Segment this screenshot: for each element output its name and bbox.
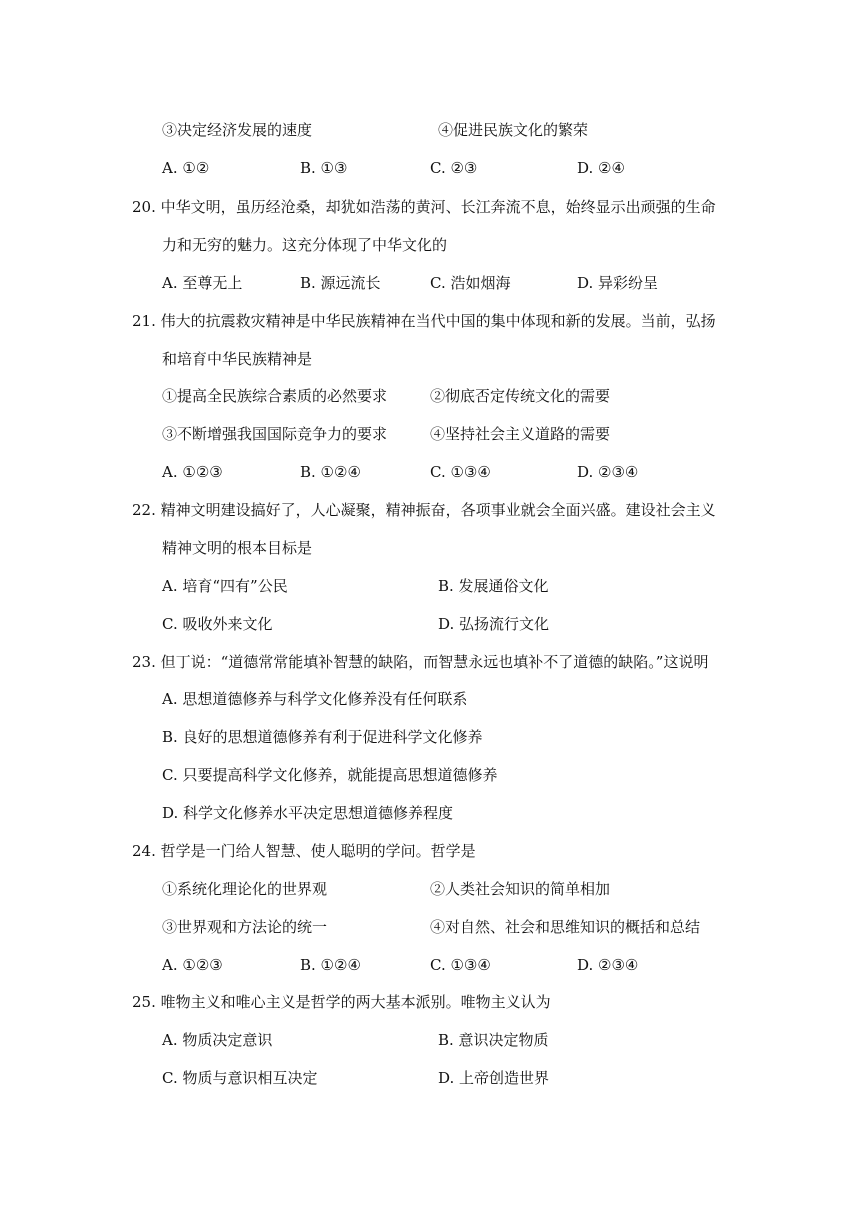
- q20-option-a: A. 至尊无上: [162, 274, 243, 292]
- q21-statement-4: ④坚持社会主义道路的需要: [430, 425, 611, 443]
- q23-option-c: C. 只要提高科学文化修养，就能提高思想道德修养: [162, 766, 498, 784]
- q19-option-b: B. ①③: [300, 159, 348, 177]
- q21-option-d: D. ②③④: [577, 463, 639, 481]
- q23-option-a: A. 思想道德修养与科学文化修养没有任何联系: [162, 690, 468, 708]
- q24-stem-line-1: 24. 哲学是一门给人智慧、使人聪明的学问。哲学是: [132, 842, 476, 860]
- q19-option-a: A. ①②: [162, 159, 210, 177]
- q21-option-c: C. ①③④: [430, 463, 491, 481]
- q22-option-d: D. 弘扬流行文化: [438, 615, 550, 633]
- q19-option-d: D. ②④: [577, 159, 625, 177]
- q24-option-a: A. ①②③: [162, 956, 223, 974]
- q20-stem-line-2: 力和无穷的魅力。这充分体现了中华文化的: [162, 236, 448, 254]
- q19-statement-4: ④促进民族文化的繁荣: [438, 121, 589, 139]
- q23-option-d: D. 科学文化修养水平决定思想道德修养程度: [162, 804, 454, 822]
- q22-option-a: A. 培育“四有”公民: [162, 577, 288, 595]
- q24-statement-2: ②人类社会知识的简单相加: [430, 880, 611, 898]
- q22-stem-line-2: 精神文明的根本目标是: [162, 539, 313, 557]
- q20-option-b: B. 源远流长: [300, 274, 381, 292]
- q24-option-d: D. ②③④: [577, 956, 639, 974]
- q22-option-b: B. 发展通俗文化: [438, 577, 549, 595]
- q19-option-c: C. ②③: [430, 159, 478, 177]
- q21-statement-1: ①提高全民族综合素质的必然要求: [162, 387, 388, 405]
- q24-option-b: B. ①②④: [300, 956, 361, 974]
- q23-option-b: B. 良好的思想道德修养有利于促进科学文化修养: [162, 728, 483, 746]
- q21-stem-line-1: 21. 伟大的抗震救灾精神是中华民族精神在当代中国的集中体现和新的发展。当前，弘扬: [132, 312, 716, 330]
- q23-stem-line-1: 23. 但丁说：“道德常常能填补智慧的缺陷，而智慧永远也填补不了道德的缺陷。”这说明: [132, 653, 709, 671]
- q25-option-d: D. 上帝创造世界: [438, 1069, 550, 1087]
- q24-option-c: C. ①③④: [430, 956, 491, 974]
- q24-statement-3: ③世界观和方法论的统一: [162, 918, 328, 936]
- q21-statement-3: ③不断增强我国国际竞争力的要求: [162, 425, 388, 443]
- q19-statement-3: ③决定经济发展的速度: [162, 121, 313, 139]
- q20-stem-line-1: 20. 中华文明，虽历经沧桑，却犹如浩荡的黄河、长江奔流不息，始终显示出顽强的生命: [132, 198, 716, 216]
- q21-statement-2: ②彻底否定传统文化的需要: [430, 387, 611, 405]
- q24-statement-4: ④对自然、社会和思维知识的概括和总结: [430, 918, 701, 936]
- q22-stem-line-1: 22. 精神文明建设搞好了，人心凝聚，精神振奋，各项事业就会全面兴盛。建设社会主义: [132, 501, 716, 519]
- q22-option-c: C. 吸收外来文化: [162, 615, 273, 633]
- q24-statement-1: ①系统化理论化的世界观: [162, 880, 328, 898]
- q21-option-b: B. ①②④: [300, 463, 361, 481]
- q20-option-c: C. 浩如烟海: [430, 274, 511, 292]
- q21-stem-line-2: 和培育中华民族精神是: [162, 350, 313, 368]
- q25-stem-line-1: 25. 唯物主义和唯心主义是哲学的两大基本派别。唯物主义认为: [132, 993, 551, 1011]
- q25-option-a: A. 物质决定意识: [162, 1031, 273, 1049]
- q20-option-d: D. 异彩纷呈: [577, 274, 659, 292]
- q25-option-c: C. 物质与意识相互决定: [162, 1069, 318, 1087]
- q21-option-a: A. ①②③: [162, 463, 223, 481]
- q25-option-b: B. 意识决定物质: [438, 1031, 549, 1049]
